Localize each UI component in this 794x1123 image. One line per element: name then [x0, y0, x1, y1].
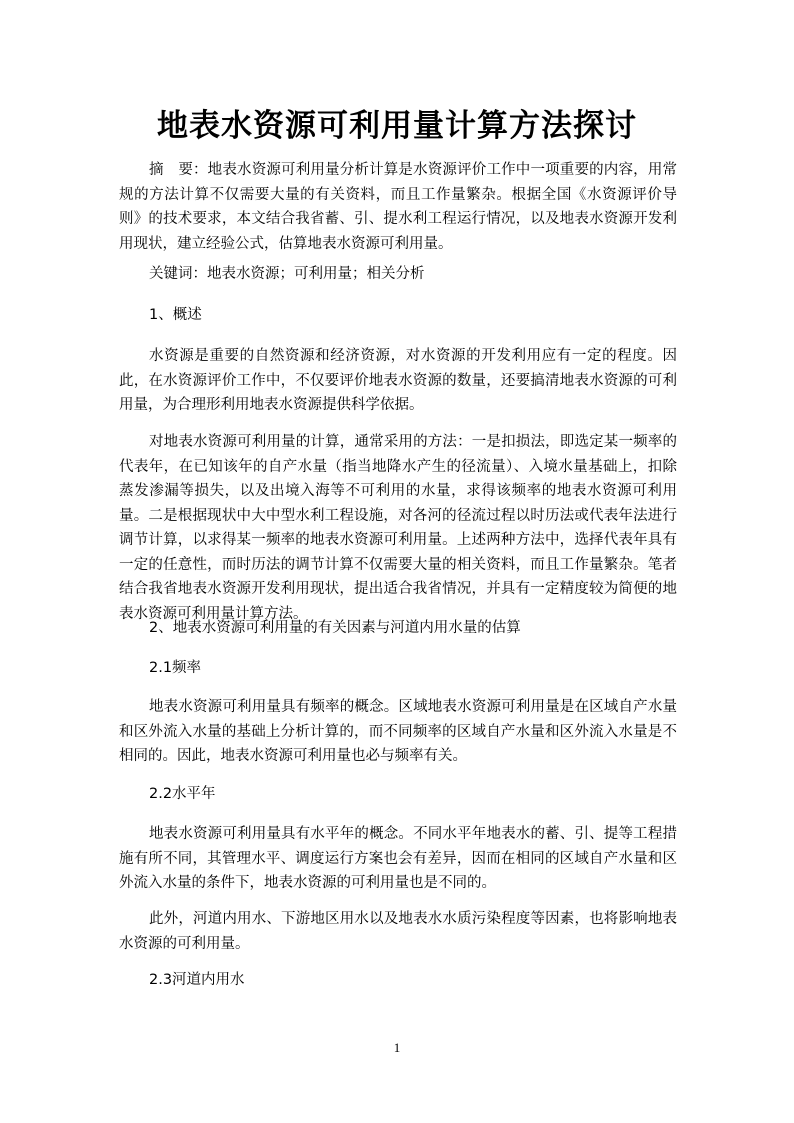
section-1-heading: 1、概述 — [149, 307, 202, 323]
page-number: 1 — [393, 1040, 401, 1055]
section-2-2-paragraph-2: 此外，河道内用水、下游地区用水以及地表水水质污染程度等因素，也将影响地表水资源的可利用量。 — [119, 911, 677, 952]
section-2-2-paragraph-1: 地表水资源可利用量具有水平年的概念。不同水平年地表水的蓄、引、提等工程措施有所不同，其管理水平、调度运行方案也会有差异，因而在相同的区域自产水量和区外流入水量的条件下，地表水资源的可利用量也是不同的。 — [119, 826, 677, 891]
section-2-1-heading: 2.1频率 — [149, 660, 202, 676]
keywords-line: 关键词：地表水资源；可利用量；相关分析 — [149, 266, 425, 282]
section-1-paragraph-2: 对地表水资源可利用量的计算，通常采用的方法：一是扣损法，即选定某一频率的代表年，在已知该年的自产水量（指当地降水产生的径流量）、入境水量基础上，扣除蒸发渗漏等损失，以及出境入海等不可利用的水量，求得该频率的地表水资源可利用量。二是根据现状中大中型水利工程设施，对各河的径流过程以时历法或代表年法进行调节计算，以求得某一频率的地表水资源可利用量。上述两种方法中，选择代表年具有一定的任意性，而时历法的调节计算不仅需要大量的相关资料，而且工作量繁杂。笔者结合我省地表水资源开发利用现状，提出适合我省情况，并具有一定精度较为简便的地表水资源可利用量计算方法。 — [119, 434, 677, 622]
section-2-1-paragraph: 地表水资源可利用量具有频率的概念。区域地表水资源可利用量是在区域自产水量和区外流入水量的基础上分析计算的，而不同频率的区域自产水量和区外流入水量是不相同的。因此，地表水资源可利用量也必与频率有关。 — [119, 699, 677, 764]
section-1-paragraph-1: 水资源是重要的自然资源和经济资源，对水资源的开发利用应有一定的程度。因此，在水资源评价工作中，不仅要评价地表水资源的数量，还要搞清地表水资源的可利用量，为合理形利用地表水资源提供科学依据。 — [119, 348, 677, 413]
abstract-paragraph: 摘 要：地表水资源可利用量分析计算是水资源评价工作中一项重要的内容，用常规的方法计算不仅需要大量的有关资料，而且工作量繁杂。根据全国《水资源评价导则》的技术要求，本文结合我省蓄、引、提水利工程运行情况，以及地表水资源开发利用现状，建立经验公式，估算地表水资源可利用量。 — [119, 162, 677, 252]
page-title: 地表水资源可利用量计算方法探讨 — [157, 108, 637, 144]
section-2-3-heading: 2.3河道内用水 — [149, 972, 245, 988]
section-2-heading: 2、地表水资源可利用量的有关因素与河道内用水量的估算 — [149, 620, 521, 636]
section-2-2-heading: 2.2水平年 — [149, 786, 216, 802]
